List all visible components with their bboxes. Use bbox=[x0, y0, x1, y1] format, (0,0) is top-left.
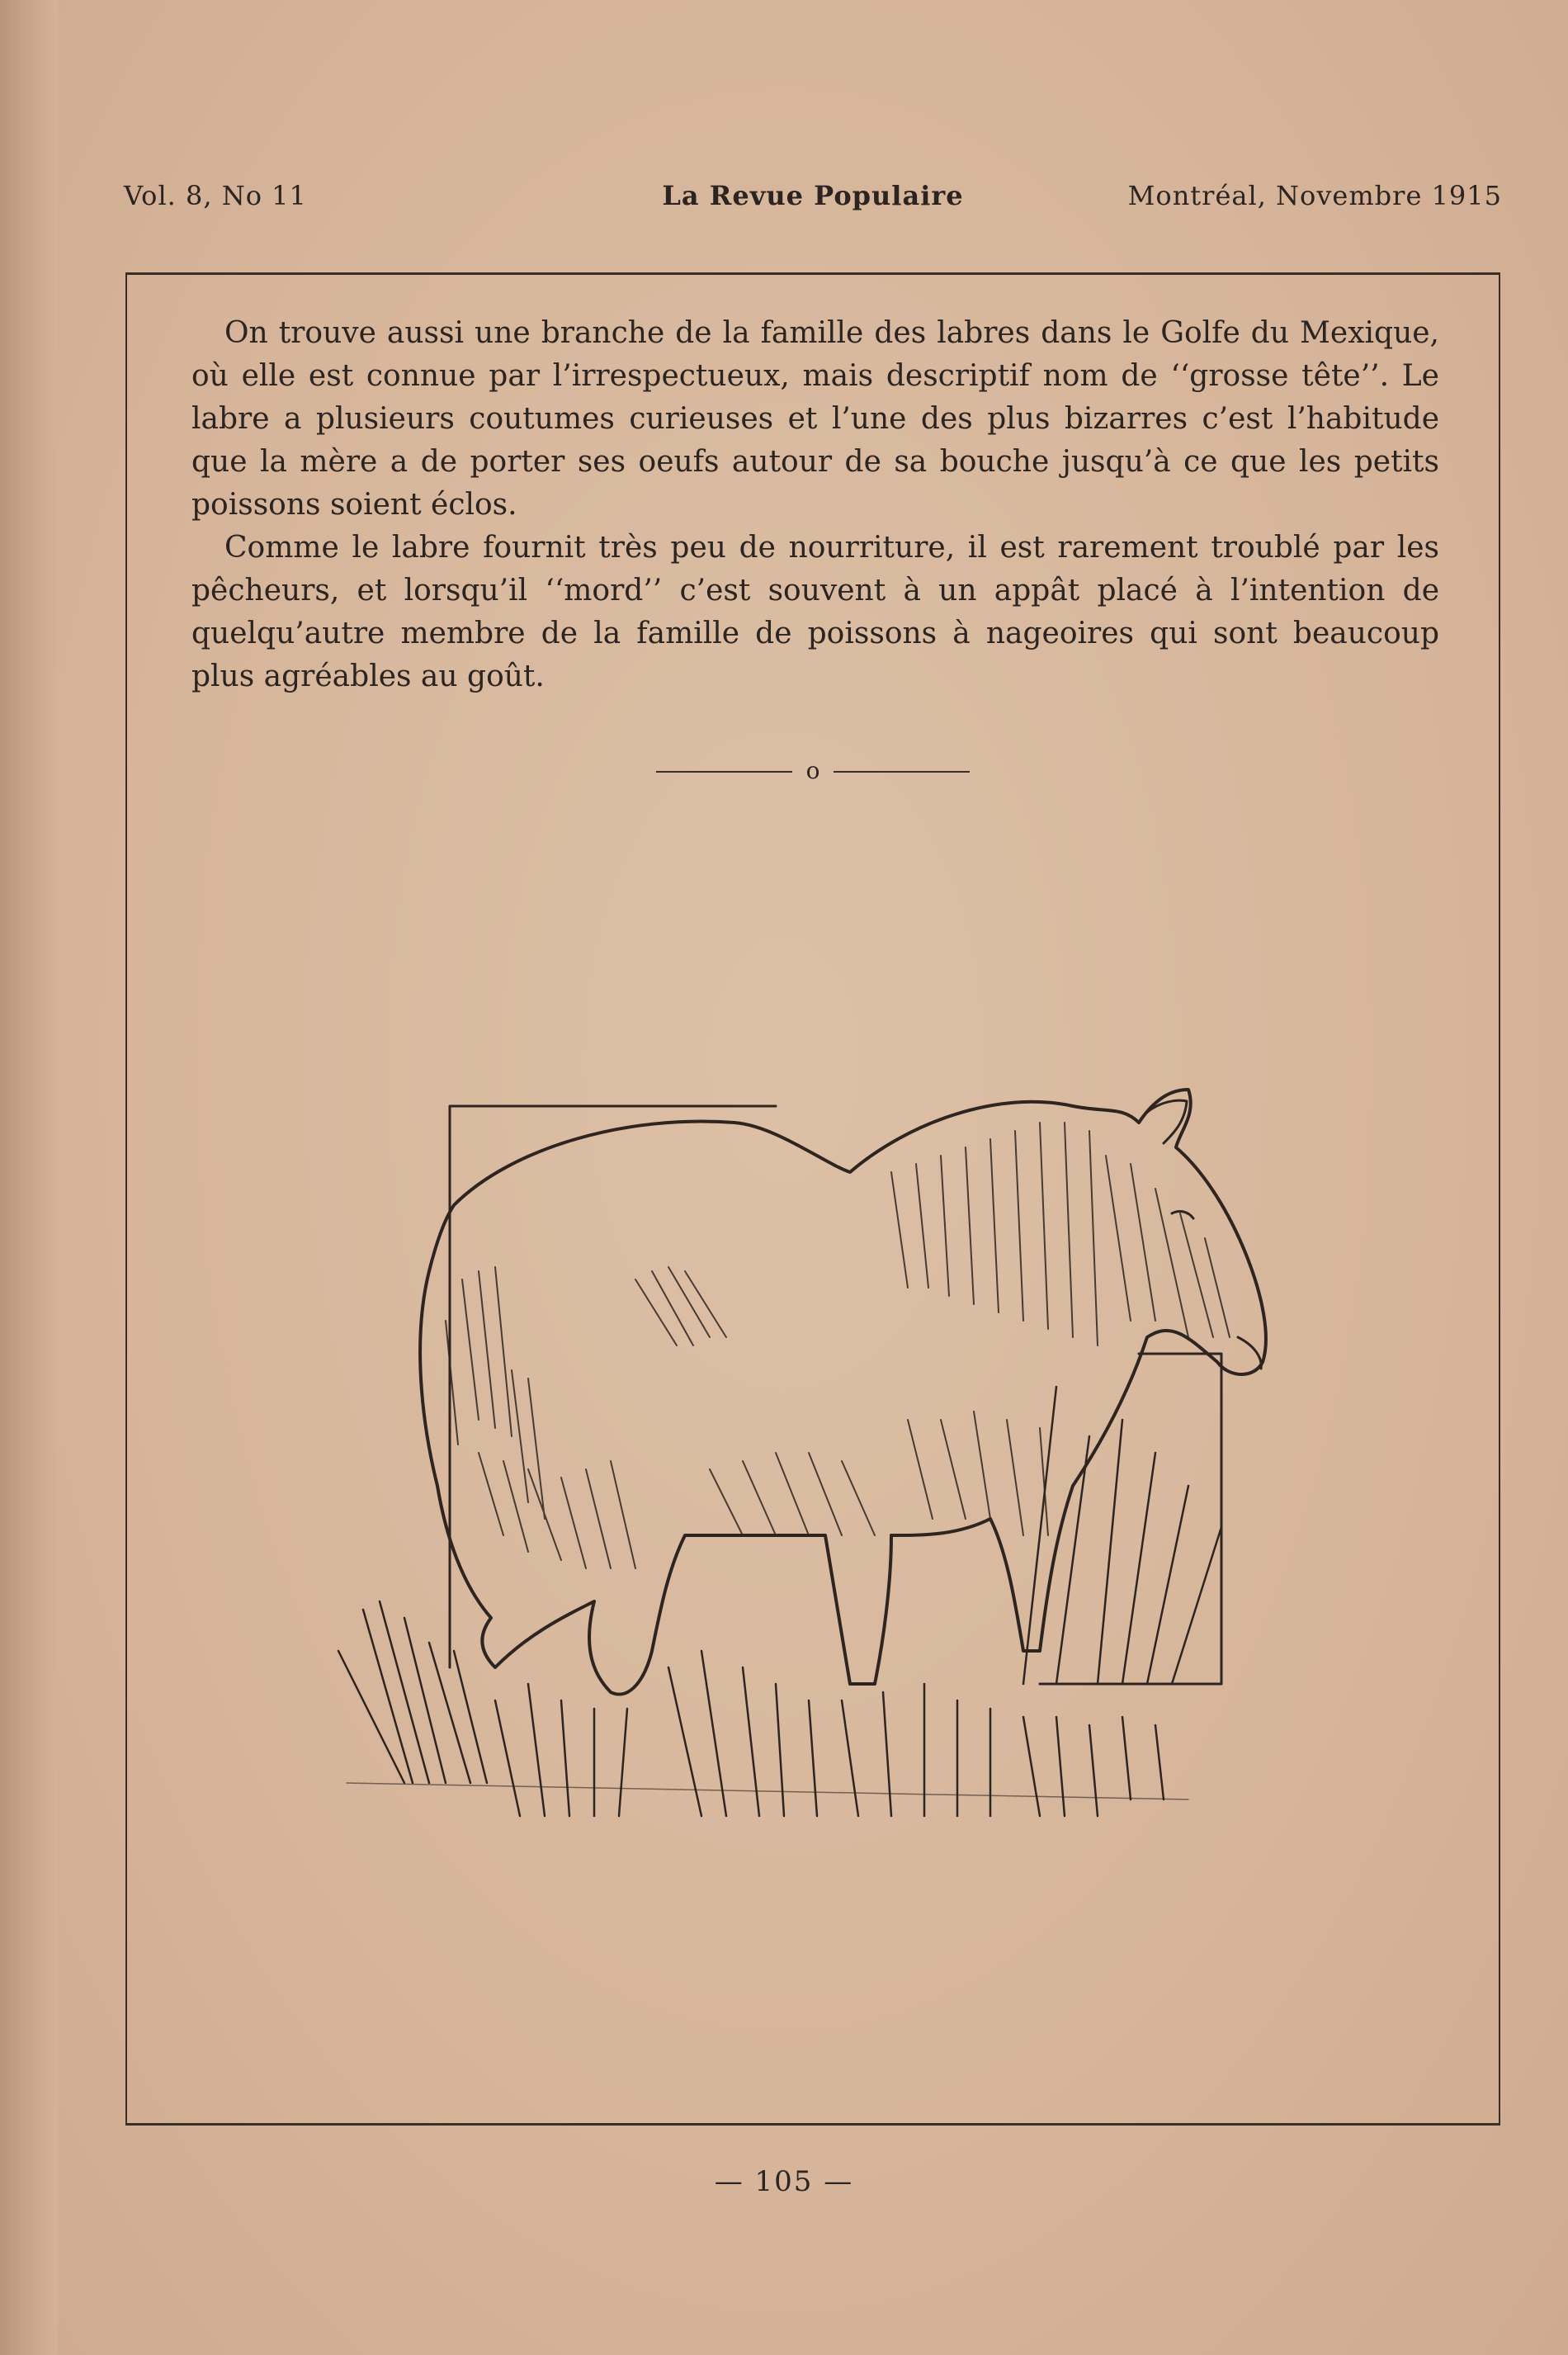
paragraph: On trouve aussi une branche de la famille des labres dans le Golfe du Mexique, où elle est connue par l’irrespectueux, mais descriptif nom de ‘‘grosse tête’’. Le labre a plusieurs coutumes curieuses et l’une des plus bizarres c’est l’habitude que la mère a de porter ses oeufs autour de sa bouche jusqu’à ce que les petits poissons soient éclos. bbox=[191, 316, 1439, 522]
separator-mark: o bbox=[805, 757, 820, 784]
paragraph: Comme le labre fournit très peu de nourriture, il est rarement troublé par les pêcheurs, et lorsqu’il ‘‘mord’’ c’est souvent à un appât placé à l’intention de quelqu’autre membre de la famille de poissons à nageoires qui sont beaucoup plus agréables au goût. bbox=[191, 531, 1439, 693]
page-number: — 105 — bbox=[714, 2165, 854, 2198]
header-date: Montréal, Novembre 1915 bbox=[1127, 180, 1502, 211]
separator-rule-right bbox=[834, 771, 970, 773]
section-separator bbox=[656, 755, 970, 788]
running-header bbox=[124, 180, 1502, 216]
header-volume: Vol. 8, No 11 bbox=[124, 180, 307, 211]
header-title: La Revue Populaire bbox=[662, 180, 964, 211]
article-body bbox=[191, 312, 1439, 698]
tapir-illustration bbox=[314, 1073, 1304, 1866]
binding-gutter bbox=[0, 0, 58, 2355]
